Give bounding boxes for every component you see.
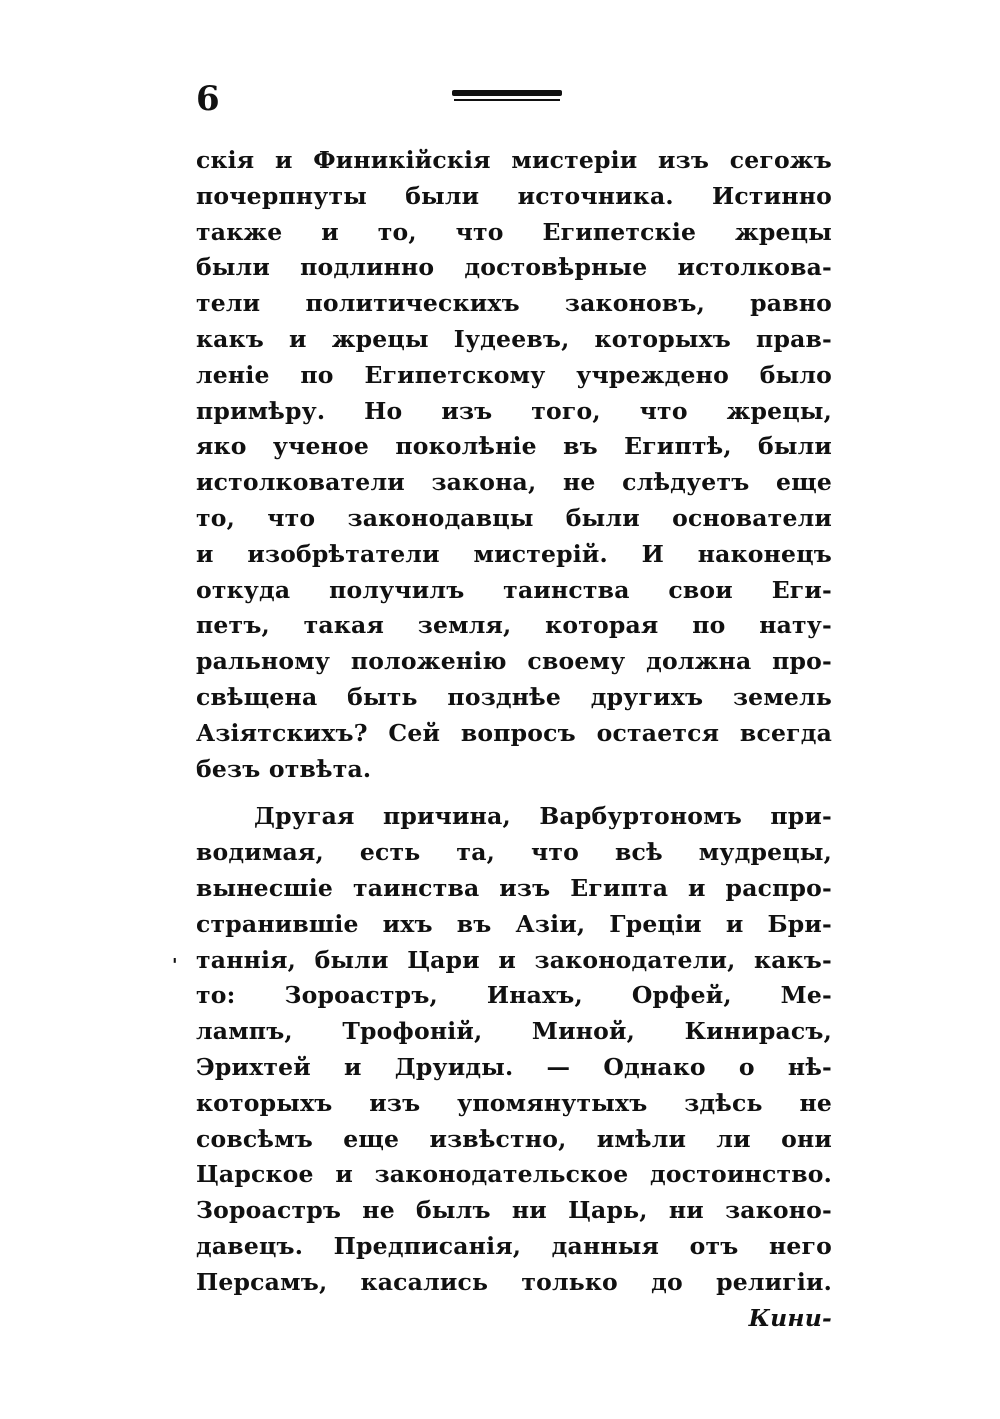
- text-line: скія и Финикійскія мистеріи изъ сегожъ: [196, 146, 832, 174]
- margin-mark: ': [172, 955, 178, 976]
- text-line: которыхъ изъ упомянутыхъ здѣсь не: [196, 1088, 832, 1117]
- header-rule-thick: [452, 90, 562, 96]
- text-line: давецъ. Предписанія, данныя отъ него: [196, 1231, 832, 1260]
- header-ornament-rule: [452, 90, 562, 104]
- text-line: и изобрѣтатели мистерій. И наконецъ: [196, 539, 832, 568]
- text-line: Азіятскихъ? Сей вопросъ остается всегда: [196, 718, 832, 747]
- text-line: ральному положенію своему должна про-: [196, 647, 832, 676]
- paragraph-1: [196, 143, 832, 787]
- catchword: Кини-: [748, 1303, 832, 1332]
- header-rule-thin: [454, 99, 560, 101]
- text-line: Зороастръ не былъ ни Царь, ни законо-: [196, 1196, 832, 1225]
- text-line: Эрихтей и Друиды. — Однако о нѣ-: [196, 1052, 832, 1081]
- text-line: петъ, такая земля, которая по нату-: [196, 611, 832, 640]
- text-line: леніе по Египетскому учреждено было: [196, 360, 832, 389]
- text-line: Другая причина, Варбуртономъ при-: [254, 802, 832, 831]
- paragraph-2: [196, 799, 832, 1300]
- text-line: откуда получилъ таинства свои Еги-: [196, 575, 832, 604]
- text-line: были подлинно достовѣрные истолкова-: [196, 253, 832, 282]
- text-line: водимая, есть та, что всѣ мудрецы,: [196, 838, 832, 867]
- page-number: 6: [196, 79, 220, 119]
- text-line: свѣщена быть позднѣе другихъ земель: [196, 682, 832, 711]
- text-line: тели политическихъ законовъ, равно: [196, 289, 832, 318]
- text-line: яко ученое поколѣніе въ Египтѣ, были: [196, 432, 832, 461]
- text-line: безъ отвѣта.: [196, 754, 372, 783]
- text-line: совсѣмъ еще извѣстно, имѣли ли они: [196, 1124, 832, 1153]
- text-line: почерпнуты были источника. Истинно: [196, 181, 832, 210]
- text-line: Персамъ, касались только до религіи.: [196, 1267, 832, 1296]
- text-line: то, что законодавцы были основатели: [196, 503, 832, 532]
- text-line: примѣру. Но изъ того, что жрецы,: [196, 396, 832, 425]
- text-line: истолкователи закона, не слѣдуетъ еще: [196, 468, 832, 497]
- paragraph-gap: [196, 787, 832, 799]
- text-line: Царское и законодательское достоинство.: [196, 1160, 832, 1189]
- text-line: таннія, были Цари и законодатели, какъ-: [196, 945, 832, 974]
- text-line: вынесшіе таинства изъ Египта и распро-: [196, 873, 832, 902]
- text-line: также и то, что Египетскіе жрецы: [196, 217, 832, 246]
- text-line: какъ и жрецы Іудеевъ, которыхъ прав-: [196, 324, 832, 353]
- body-text: [196, 143, 832, 1336]
- text-line: странившіе ихъ въ Азіи, Греціи и Бри-: [196, 909, 832, 938]
- text-line: то: Зороастръ, Инахъ, Орфей, Ме-: [196, 981, 832, 1010]
- text-line: лампъ, Трофоній, Миной, Кинирасъ,: [196, 1017, 832, 1046]
